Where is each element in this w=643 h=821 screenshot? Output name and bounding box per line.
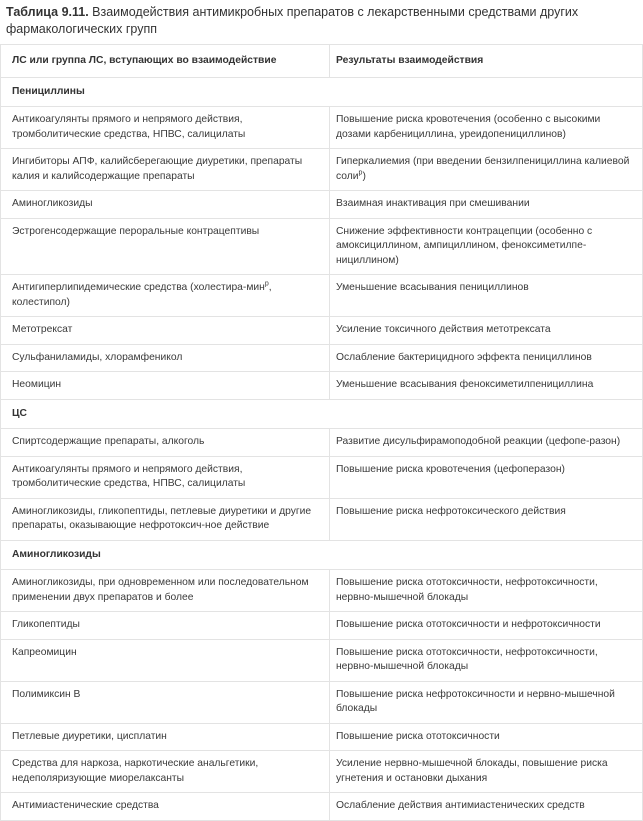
result-cell-text: Повышение риска кровотечения (особенно с высокими дозами карбенициллина, уреидопенициллинов) <box>336 114 601 140</box>
table-row <box>1 344 643 372</box>
result-cell <box>330 429 643 457</box>
registered-mark: р <box>264 280 269 288</box>
table-header-row <box>1 45 643 78</box>
drug-cell-text: Полимиксин В <box>12 688 81 700</box>
result-cell-text: Усиление токсичного действия метотрексата <box>336 324 551 335</box>
drug-cell-text: Аминогликозиды <box>12 198 93 209</box>
drug-cell <box>1 456 330 498</box>
table-row <box>1 317 643 345</box>
drug-cell <box>1 570 330 612</box>
result-cell <box>330 639 643 681</box>
result-cell <box>330 275 643 317</box>
drug-cell-text: Аминогликозиды, при одновременном или последовательном применении двух препаратов и более <box>12 577 309 603</box>
drug-cell <box>1 751 330 793</box>
table-row <box>1 372 643 400</box>
drug-cell-text: Спиртсодержащие препараты, алкоголь <box>12 436 205 447</box>
drug-cell <box>1 149 330 191</box>
table-row <box>1 639 643 681</box>
result-cell-text: Ослабление действия антимиастенических средств <box>336 800 585 811</box>
drug-cell <box>1 372 330 400</box>
result-cell <box>330 372 643 400</box>
drug-cell-text: Антикоагулянты прямого и непрямого действия, тромболитические средства, НПВС, салицилаты <box>12 463 246 489</box>
table-row <box>1 218 643 275</box>
table-row <box>1 149 643 191</box>
table-row <box>1 275 643 317</box>
result-cell <box>330 149 643 191</box>
table-row <box>1 793 643 821</box>
result-cell-text: Повышение риска нефротоксичности и нервно-мышечной блокады <box>336 688 615 714</box>
header-result-column: Результаты взаимодействия <box>330 45 643 78</box>
drug-cell <box>1 218 330 275</box>
result-cell-text: Ослабление бактерицидного эффекта пенициллинов <box>336 351 592 363</box>
drug-cell-text: Антикоагулянты прямого и непрямого действия, тромболитические средства, НПВС, салицилаты <box>12 114 246 140</box>
result-cell <box>330 498 643 540</box>
drug-cell <box>1 498 330 540</box>
result-cell <box>330 344 643 372</box>
result-cell-text: Повышение риска ототоксичности и нефротоксичности <box>336 619 601 630</box>
result-cell-text: Взаимная инактивация при смешивании <box>336 198 530 209</box>
drug-cell-text: Неомицин <box>12 379 62 390</box>
table-row <box>1 456 643 498</box>
drug-cell <box>1 681 330 723</box>
result-cell <box>330 456 643 498</box>
drug-cell-text: Аминогликозиды, гликопептиды, петлевые диуретики и другие препараты, оказывающие нефротоксич-ное действие <box>12 505 312 531</box>
drug-cell <box>1 723 330 751</box>
registered-mark: р <box>358 169 363 177</box>
drug-cell <box>1 344 330 372</box>
drug-cell <box>1 639 330 681</box>
drug-cell-text: Капреомицин <box>12 646 77 658</box>
group-title: Аминогликозиды <box>1 540 643 570</box>
table-caption <box>6 4 626 38</box>
result-cell-text: Усиление нервно-мышечной блокады, повышение риска угнетения и остановки дыхания <box>336 758 608 784</box>
drug-cell <box>1 107 330 149</box>
table-row <box>1 570 643 612</box>
result-cell <box>330 793 643 821</box>
drug-cell-text: Сульфаниламиды, хлорамфеникол <box>12 351 183 363</box>
drug-cell-text: Антимиастенические средства <box>12 800 159 811</box>
table-row <box>1 498 643 540</box>
group-row <box>1 77 643 107</box>
group-title: Пенициллины <box>1 77 643 107</box>
table-row <box>1 612 643 640</box>
result-cell <box>330 681 643 723</box>
drug-cell-text: Метотрексат <box>12 324 73 335</box>
result-cell-text: Повышение риска ототоксичности, нефротоксичности, нервно-мышечной блокады <box>336 577 598 603</box>
table-number: Таблица 9.11. <box>6 5 89 19</box>
result-cell-text: Повышение риска ототоксичности, нефротоксичности, нервно-мышечной блокады <box>336 646 598 672</box>
table-row <box>1 107 643 149</box>
result-cell-text: Повышение риска нефротоксического действия <box>336 505 566 517</box>
drug-cell-text: Ингибиторы АПФ, калийсберегающие диуретики, препараты калия и калийсодержащие препараты <box>12 156 303 182</box>
drug-cell <box>1 317 330 345</box>
result-cell-text: Повышение риска ототоксичности <box>336 730 500 742</box>
result-cell <box>330 218 643 275</box>
result-cell <box>330 751 643 793</box>
result-cell <box>330 570 643 612</box>
result-cell-text: Уменьшение всасывания феноксиметилпенициллина <box>336 379 594 390</box>
result-cell <box>330 723 643 751</box>
interactions-table <box>0 44 643 821</box>
result-cell-text: Повышение риска кровотечения (цефоперазон) <box>336 463 565 475</box>
table-caption-text: Взаимодействия антимикробных препаратов с лекарственными средствами других фармакологических групп <box>6 5 579 36</box>
table-row <box>1 429 643 457</box>
drug-cell <box>1 793 330 821</box>
table-row <box>1 751 643 793</box>
drug-cell <box>1 275 330 317</box>
result-cell <box>330 191 643 219</box>
result-cell-text: Уменьшение всасывания пенициллинов <box>336 282 529 293</box>
header-drug-column: ЛС или группа ЛС, вступающих во взаимодействие <box>1 45 330 78</box>
group-row <box>1 540 643 570</box>
result-cell <box>330 107 643 149</box>
drug-cell <box>1 429 330 457</box>
group-title: ЦС <box>1 399 643 429</box>
drug-cell-text: Гликопептиды <box>12 619 80 630</box>
group-row <box>1 399 643 429</box>
result-cell-text: Гиперкалиемия (при введении бензилпенициллина калиевой соли <box>336 156 630 182</box>
result-cell-text-tail: ) <box>362 170 366 182</box>
drug-cell <box>1 612 330 640</box>
drug-cell <box>1 191 330 219</box>
result-cell <box>330 317 643 345</box>
result-cell-text: Развитие дисульфирамоподобной реакции (цефопе-разон) <box>336 436 621 447</box>
result-cell <box>330 612 643 640</box>
table-row <box>1 681 643 723</box>
drug-cell-text: Петлевые диуретики, цисплатин <box>12 730 167 742</box>
table-row <box>1 191 643 219</box>
table-body <box>1 77 643 820</box>
table-row <box>1 723 643 751</box>
drug-cell-text: Эстрогенсодержащие пероральные контрацептивы <box>12 225 260 237</box>
result-cell-text: Снижение эффективности контрацепции (особенно с амоксициллином, ампициллином, феноксиметилпе-нициллином) <box>336 225 593 266</box>
drug-cell-text: Антигиперлипидемические средства (холестира-мин <box>12 282 265 293</box>
drug-cell-text: Средства для наркоза, наркотические анальгетики, недеполяризующие миорелаксанты <box>12 758 259 784</box>
drug-cell-text-tail: , колестипол) <box>12 282 272 308</box>
